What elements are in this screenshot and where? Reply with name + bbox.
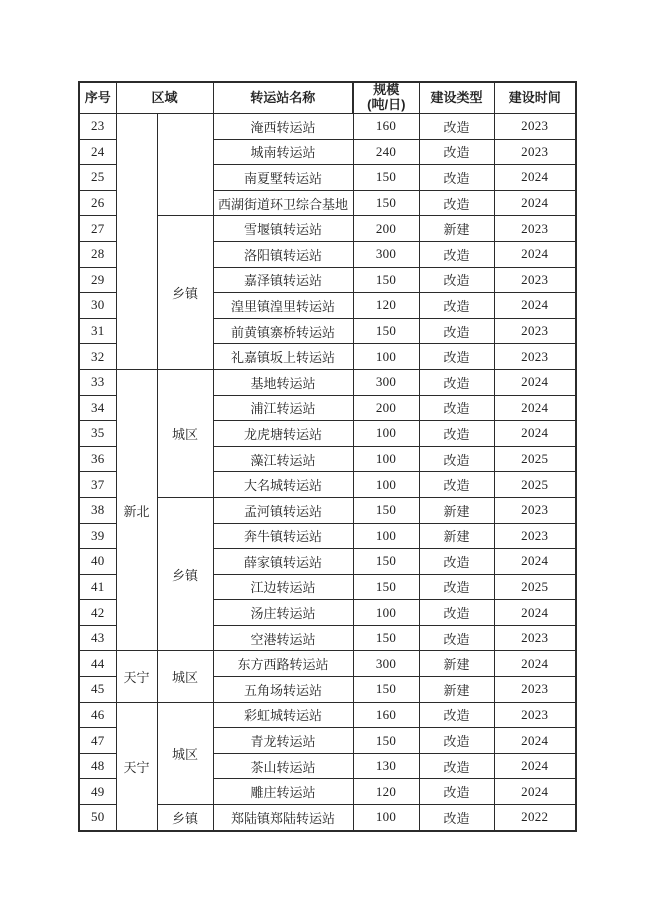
cell-build-type: 改造 bbox=[419, 318, 494, 344]
cell-build-year: 2023 bbox=[494, 139, 576, 165]
cell-index: 50 bbox=[79, 805, 116, 831]
table-body bbox=[79, 114, 576, 831]
cell-station-name: 淹西转运站 bbox=[213, 114, 353, 140]
cell-station-name: 洛阳镇转运站 bbox=[213, 241, 353, 267]
cell-build-type: 新建 bbox=[419, 677, 494, 703]
cell-build-year: 2023 bbox=[494, 114, 576, 140]
cell-scale: 150 bbox=[353, 549, 419, 575]
cell-build-year: 2023 bbox=[494, 344, 576, 370]
cell-build-year: 2024 bbox=[494, 395, 576, 421]
cell-region-area: 乡镇 bbox=[157, 805, 213, 831]
cell-build-type: 改造 bbox=[419, 344, 494, 370]
cell-index: 41 bbox=[79, 574, 116, 600]
cell-region-district: 天宁 bbox=[116, 651, 157, 702]
cell-build-type: 改造 bbox=[419, 805, 494, 831]
cell-scale: 300 bbox=[353, 651, 419, 677]
cell-build-type: 改造 bbox=[419, 421, 494, 447]
table-header bbox=[79, 82, 576, 114]
cell-scale: 150 bbox=[353, 267, 419, 293]
cell-index: 43 bbox=[79, 625, 116, 651]
cell-scale: 160 bbox=[353, 702, 419, 728]
cell-region-district: 天宁 bbox=[116, 702, 157, 830]
cell-build-type: 改造 bbox=[419, 574, 494, 600]
cell-build-year: 2023 bbox=[494, 702, 576, 728]
table-row bbox=[79, 651, 576, 677]
cell-scale: 100 bbox=[353, 523, 419, 549]
cell-build-type: 新建 bbox=[419, 497, 494, 523]
cell-build-year: 2025 bbox=[494, 472, 576, 498]
cell-build-type: 改造 bbox=[419, 369, 494, 395]
cell-index: 25 bbox=[79, 165, 116, 191]
cell-index: 30 bbox=[79, 293, 116, 319]
cell-build-year: 2023 bbox=[494, 267, 576, 293]
cell-index: 29 bbox=[79, 267, 116, 293]
cell-scale: 150 bbox=[353, 574, 419, 600]
cell-build-type: 改造 bbox=[419, 395, 494, 421]
cell-build-year: 2025 bbox=[494, 574, 576, 600]
cell-build-type: 新建 bbox=[419, 651, 494, 677]
cell-build-type: 改造 bbox=[419, 600, 494, 626]
cell-scale: 100 bbox=[353, 600, 419, 626]
cell-station-name: 空港转运站 bbox=[213, 625, 353, 651]
cell-build-type: 改造 bbox=[419, 114, 494, 140]
cell-station-name: 五角场转运站 bbox=[213, 677, 353, 703]
cell-station-name: 雪堰镇转运站 bbox=[213, 216, 353, 242]
cell-scale: 200 bbox=[353, 216, 419, 242]
cell-build-year: 2024 bbox=[494, 241, 576, 267]
cell-scale: 150 bbox=[353, 677, 419, 703]
cell-station-name: 郑陆镇郑陆转运站 bbox=[213, 805, 353, 831]
cell-build-type: 改造 bbox=[419, 293, 494, 319]
cell-build-type: 改造 bbox=[419, 753, 494, 779]
header-build-type: 建设类型 bbox=[419, 82, 494, 114]
cell-build-type: 改造 bbox=[419, 702, 494, 728]
cell-build-type: 改造 bbox=[419, 241, 494, 267]
cell-index: 46 bbox=[79, 702, 116, 728]
cell-build-type: 改造 bbox=[419, 139, 494, 165]
header-row bbox=[79, 82, 576, 114]
header-scale bbox=[353, 82, 419, 114]
cell-index: 36 bbox=[79, 446, 116, 472]
transfer-station-table bbox=[78, 81, 577, 832]
cell-index: 23 bbox=[79, 114, 116, 140]
cell-scale: 150 bbox=[353, 165, 419, 191]
cell-index: 47 bbox=[79, 728, 116, 754]
cell-build-year: 2023 bbox=[494, 625, 576, 651]
cell-build-type: 改造 bbox=[419, 472, 494, 498]
cell-region-area: 乡镇 bbox=[157, 216, 213, 370]
cell-station-name: 前黄镇寨桥转运站 bbox=[213, 318, 353, 344]
cell-station-name: 南夏墅转运站 bbox=[213, 165, 353, 191]
cell-region-area bbox=[157, 114, 213, 216]
cell-scale: 150 bbox=[353, 497, 419, 523]
cell-scale: 150 bbox=[353, 625, 419, 651]
cell-scale: 240 bbox=[353, 139, 419, 165]
cell-index: 42 bbox=[79, 600, 116, 626]
header-index: 序号 bbox=[79, 82, 116, 114]
cell-scale: 100 bbox=[353, 421, 419, 447]
cell-station-name: 彩虹城转运站 bbox=[213, 702, 353, 728]
cell-index: 26 bbox=[79, 190, 116, 216]
cell-region-district: 新北 bbox=[116, 369, 157, 651]
cell-index: 28 bbox=[79, 241, 116, 267]
cell-station-name: 基地转运站 bbox=[213, 369, 353, 395]
cell-index: 37 bbox=[79, 472, 116, 498]
cell-index: 45 bbox=[79, 677, 116, 703]
cell-station-name: 嘉泽镇转运站 bbox=[213, 267, 353, 293]
cell-station-name: 汤庄转运站 bbox=[213, 600, 353, 626]
cell-index: 32 bbox=[79, 344, 116, 370]
cell-scale: 150 bbox=[353, 728, 419, 754]
cell-index: 39 bbox=[79, 523, 116, 549]
cell-build-year: 2023 bbox=[494, 497, 576, 523]
cell-scale: 160 bbox=[353, 114, 419, 140]
cell-station-name: 江边转运站 bbox=[213, 574, 353, 600]
cell-build-year: 2025 bbox=[494, 446, 576, 472]
cell-build-type: 改造 bbox=[419, 779, 494, 805]
cell-scale: 100 bbox=[353, 472, 419, 498]
cell-index: 35 bbox=[79, 421, 116, 447]
cell-station-name: 孟河镇转运站 bbox=[213, 497, 353, 523]
header-build-time: 建设时间 bbox=[494, 82, 576, 114]
cell-build-year: 2024 bbox=[494, 369, 576, 395]
cell-build-year: 2024 bbox=[494, 728, 576, 754]
header-region: 区域 bbox=[116, 82, 213, 114]
cell-scale: 130 bbox=[353, 753, 419, 779]
cell-build-year: 2024 bbox=[494, 293, 576, 319]
cell-scale: 150 bbox=[353, 318, 419, 344]
cell-build-type: 新建 bbox=[419, 216, 494, 242]
cell-build-year: 2022 bbox=[494, 805, 576, 831]
cell-build-year: 2024 bbox=[494, 753, 576, 779]
cell-region-area: 城区 bbox=[157, 651, 213, 702]
cell-build-year: 2024 bbox=[494, 651, 576, 677]
cell-index: 38 bbox=[79, 497, 116, 523]
cell-scale: 150 bbox=[353, 190, 419, 216]
table-row bbox=[79, 369, 576, 395]
cell-build-year: 2023 bbox=[494, 216, 576, 242]
cell-index: 48 bbox=[79, 753, 116, 779]
table-row bbox=[79, 702, 576, 728]
cell-build-type: 改造 bbox=[419, 446, 494, 472]
cell-build-year: 2023 bbox=[494, 318, 576, 344]
cell-region-area: 城区 bbox=[157, 369, 213, 497]
cell-build-year: 2023 bbox=[494, 677, 576, 703]
cell-station-name: 薛家镇转运站 bbox=[213, 549, 353, 575]
header-scale-line2: (吨/日) bbox=[367, 97, 406, 112]
cell-region-district bbox=[116, 114, 157, 370]
cell-build-type: 改造 bbox=[419, 267, 494, 293]
cell-station-name: 青龙转运站 bbox=[213, 728, 353, 754]
header-scale-line1: 规模 bbox=[373, 82, 400, 98]
cell-station-name: 茶山转运站 bbox=[213, 753, 353, 779]
cell-station-name: 雕庄转运站 bbox=[213, 779, 353, 805]
cell-region-area: 乡镇 bbox=[157, 497, 213, 651]
cell-build-year: 2024 bbox=[494, 779, 576, 805]
cell-station-name: 东方西路转运站 bbox=[213, 651, 353, 677]
cell-station-name: 龙虎塘转运站 bbox=[213, 421, 353, 447]
cell-build-type: 改造 bbox=[419, 549, 494, 575]
cell-build-year: 2024 bbox=[494, 190, 576, 216]
cell-build-type: 改造 bbox=[419, 728, 494, 754]
cell-index: 33 bbox=[79, 369, 116, 395]
cell-scale: 120 bbox=[353, 779, 419, 805]
cell-station-name: 礼嘉镇坂上转运站 bbox=[213, 344, 353, 370]
cell-index: 24 bbox=[79, 139, 116, 165]
cell-station-name: 奔牛镇转运站 bbox=[213, 523, 353, 549]
cell-build-type: 改造 bbox=[419, 625, 494, 651]
cell-station-name: 大名城转运站 bbox=[213, 472, 353, 498]
cell-station-name: 城南转运站 bbox=[213, 139, 353, 165]
cell-build-type: 改造 bbox=[419, 190, 494, 216]
cell-index: 31 bbox=[79, 318, 116, 344]
cell-scale: 100 bbox=[353, 805, 419, 831]
cell-station-name: 藻江转运站 bbox=[213, 446, 353, 472]
cell-build-year: 2024 bbox=[494, 421, 576, 447]
cell-index: 49 bbox=[79, 779, 116, 805]
cell-scale: 300 bbox=[353, 369, 419, 395]
cell-scale: 100 bbox=[353, 344, 419, 370]
cell-index: 40 bbox=[79, 549, 116, 575]
cell-station-name: 浦江转运站 bbox=[213, 395, 353, 421]
cell-scale: 100 bbox=[353, 446, 419, 472]
cell-index: 34 bbox=[79, 395, 116, 421]
cell-build-type: 新建 bbox=[419, 523, 494, 549]
cell-build-year: 2023 bbox=[494, 523, 576, 549]
header-station-name: 转运站名称 bbox=[213, 82, 353, 114]
cell-index: 44 bbox=[79, 651, 116, 677]
cell-build-year: 2024 bbox=[494, 600, 576, 626]
cell-station-name: 西湖街道环卫综合基地 bbox=[213, 190, 353, 216]
cell-region-area: 城区 bbox=[157, 702, 213, 804]
cell-scale: 200 bbox=[353, 395, 419, 421]
cell-index: 27 bbox=[79, 216, 116, 242]
cell-scale: 300 bbox=[353, 241, 419, 267]
table-row bbox=[79, 114, 576, 140]
cell-build-year: 2024 bbox=[494, 549, 576, 575]
cell-build-type: 改造 bbox=[419, 165, 494, 191]
cell-scale: 120 bbox=[353, 293, 419, 319]
cell-build-year: 2024 bbox=[494, 165, 576, 191]
cell-station-name: 湟里镇湟里转运站 bbox=[213, 293, 353, 319]
